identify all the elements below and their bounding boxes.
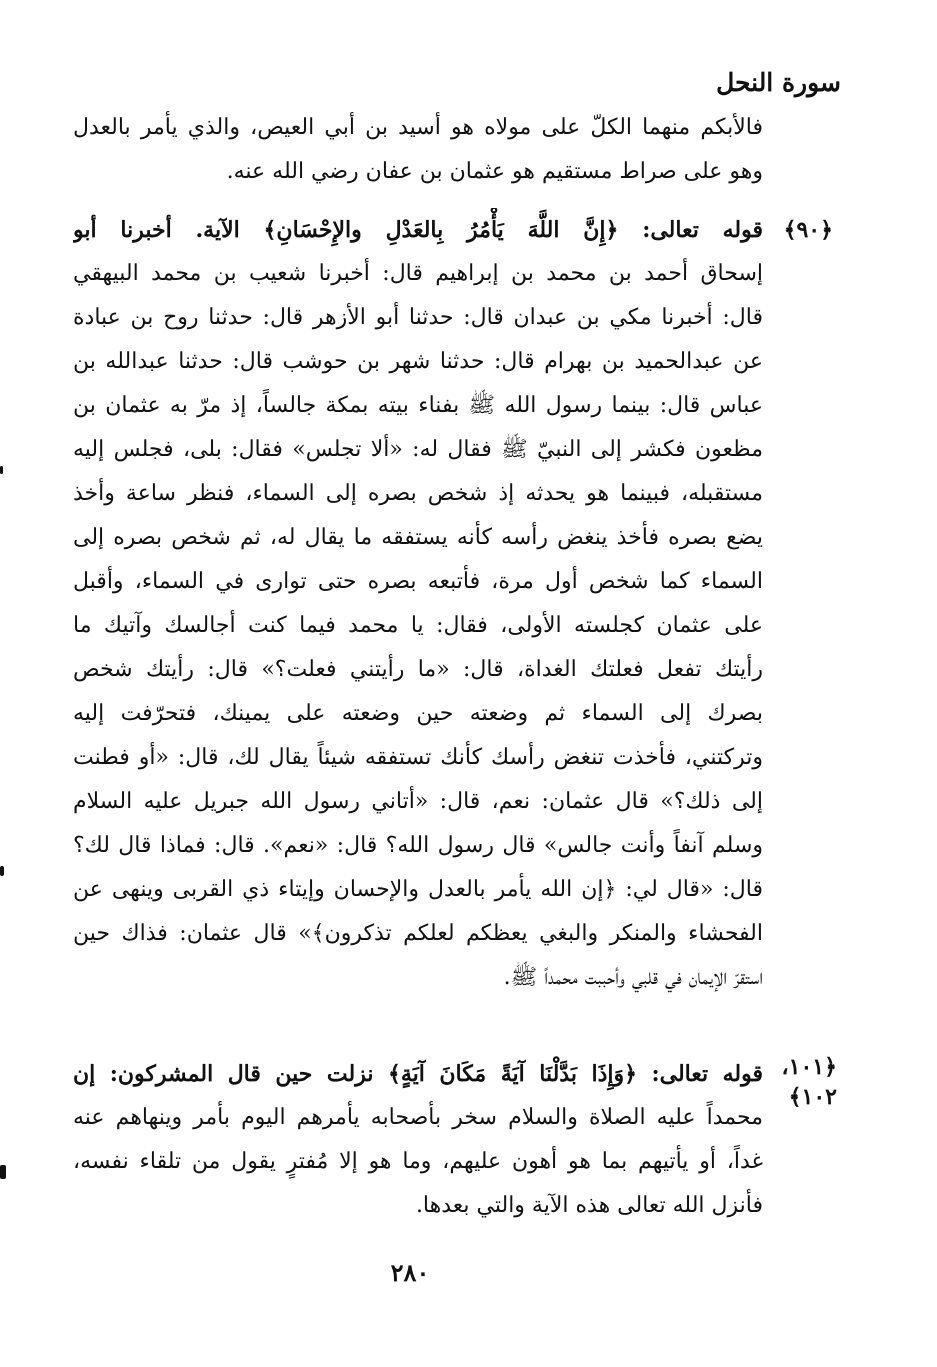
text-line: غداً، أو يأتيهم بما هو أهون عليهم، وما هو إلا مُفترٍ يقول من تلقاء نفسه، bbox=[73, 1149, 763, 1174]
text-line: قال: «قال لي: ﴿إن الله يأمر بالعدل والإحسان وإيتاء ذي القربى وينهى عن bbox=[73, 877, 763, 902]
text-line: قوله تعالى: ﴿إِنَّ اللَّهَ يَأْمُرُ بِالعَدْلِ والإِحْسَانِ﴾ الآية. أخبرنا أبو bbox=[73, 217, 763, 243]
text-line: السماء كما شخص أول مرة، فأتبعه بصره حتى توارى في السماء، وأقبل bbox=[73, 569, 763, 594]
verse-number-line: ١٠٢﴾ bbox=[788, 1084, 837, 1110]
text-line: قوله تعالى: ﴿وَإِذَا بَدَّلْنَا آيَةً مَكَانَ آيَةٍ﴾ نزلت حين قال المشركون: إن bbox=[73, 1061, 763, 1087]
text-line: وسلم آنفاً وأنت جالس» قال رسول الله؟ قال: «نعم». قال: فماذا قال لك؟ bbox=[73, 833, 763, 858]
intro-paragraph bbox=[73, 106, 763, 194]
section-verse-90 bbox=[73, 208, 763, 1000]
text-line: إسحاق أحمد بن محمد بن إبراهيم قال: أخبرنا شعيب بن محمد البيهقي bbox=[73, 261, 763, 286]
text-line: رأيتك تفعل فعلتك الغداة، قال: «ما رأيتني فعلت؟» قال: رأيتك شخص bbox=[73, 657, 763, 682]
page-number: ٢٨٠ bbox=[390, 1258, 430, 1287]
text-line: فالأبكم منهما الكلّ على مولاه هو أسيد بن أبي العيص، والذي يأمر بالعدل bbox=[73, 115, 763, 140]
text-line: محمداً عليه الصلاة والسلام سخر بأصحابه يأمرهم اليوم بأمر وينهاهم عنه bbox=[73, 1105, 763, 1130]
scan-edge-mark bbox=[0, 1165, 6, 1179]
text-line: على عثمان كجلسته الأولى، فقال: يا محمد فيما كنت أجالسك وآتيك ما bbox=[73, 613, 763, 638]
text-line: إلى ذلك؟» قال عثمان: نعم، قال: «أتاني رسول الله جبريل عليه السلام bbox=[73, 789, 763, 814]
text-line: مظعون فكشر إلى النبيّ ﷺ فقال له: «ألا تجلس» فقال: بلى، فجلس إليه bbox=[73, 437, 763, 462]
text-line: بصرك إلى السماء ثم وضعته حين وضعته على يمينك، فتحرّفت إليه bbox=[73, 701, 763, 726]
text-line: وهو على صراط مستقيم هو عثمان بن عفان رضي الله عنه. bbox=[226, 159, 763, 184]
verse-number-marker bbox=[782, 1052, 837, 1112]
text-line: الفحشاء والمنكر والبغي يعظكم لعلكم تذكرون﴾» قال عثمان: فذاك حين bbox=[73, 921, 763, 946]
text-line: وتركتني، فأخذت تنغض رأسك كأنك تستفقه شيئاً يقال لك، قال: «أو فطنت bbox=[73, 745, 763, 770]
scan-edge-mark bbox=[0, 466, 3, 474]
section-verse-101-102 bbox=[73, 1052, 763, 1228]
text-line: قال: أخبرنا مكي بن عبدان قال: حدثنا أبو الأزهر قال: حدثنا روح بن عبادة bbox=[73, 305, 763, 330]
text-line: يضع بصره فأخذ ينغض رأسه كأنه يستفقه ما يقال له، ثم شخص بصره إلى bbox=[73, 525, 763, 550]
text-line: عن عبدالحميد بن بهرام قال: حدثنا شهر بن حوشب قال: حدثنا عبدالله بن bbox=[73, 349, 763, 374]
verse-number-line: ﴿١٠١، bbox=[781, 1054, 837, 1080]
text-line: عباس قال: بينما رسول الله ﷺ بفناء بيته بمكة جالساً، إذ مرّ به عثمان بن bbox=[73, 393, 763, 418]
scan-edge-mark bbox=[0, 866, 4, 876]
running-head: سورة النحل bbox=[716, 68, 841, 97]
text-line: استقرّ الإيمان في قلبي وأحببت محمداً ﷺ. bbox=[503, 965, 763, 990]
text-line: مستقبله، فبينما هو يحدثه إذ شخص بصره إلى السماء، فنظر ساعة وأخذ bbox=[73, 481, 763, 506]
verse-number-marker: ﴿٩٠﴾ bbox=[783, 217, 833, 243]
text-line: فأنزل الله تعالى هذه الآية والتي بعدها. bbox=[415, 1193, 763, 1218]
